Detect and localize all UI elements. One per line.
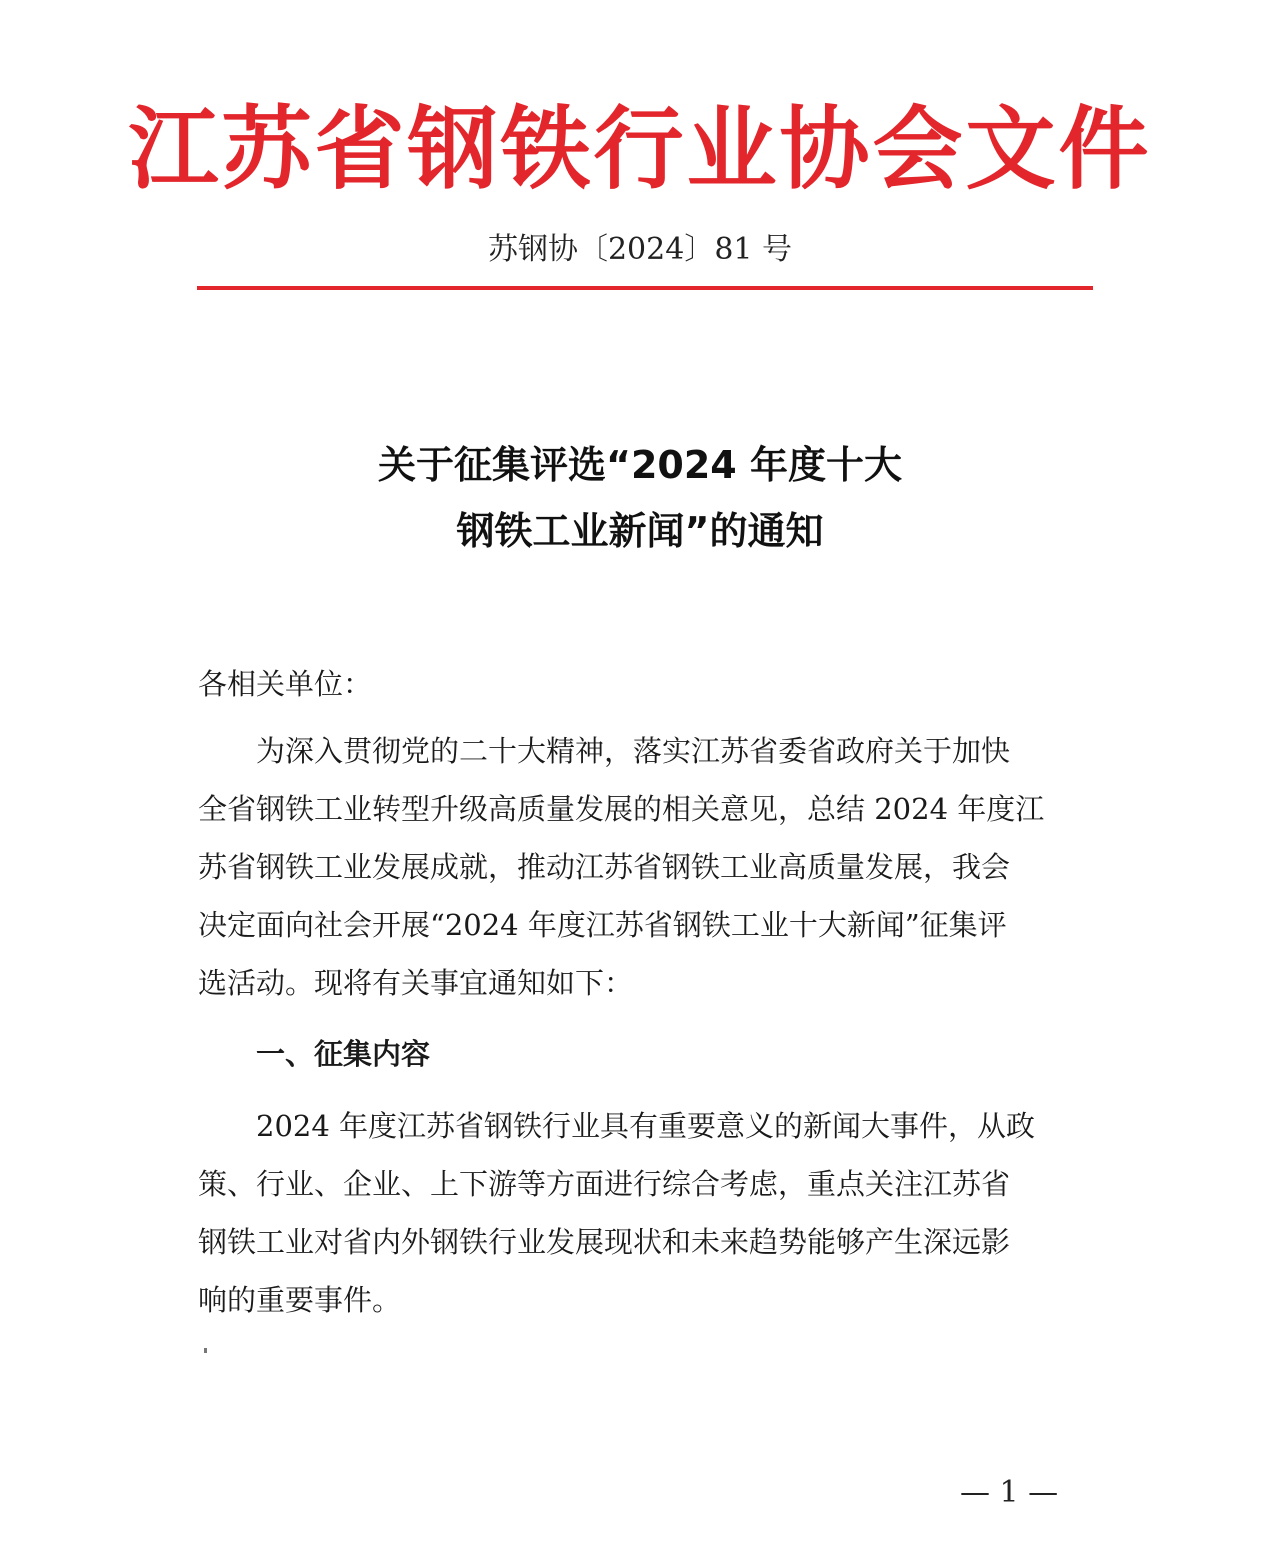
paragraph-line: 策、行业、企业、上下游等方面进行综合考虑，重点关注江苏省 (198, 1167, 1011, 1201)
notice-title-line-1: 关于征集评选“2024 年度十大 (378, 443, 902, 487)
scan-speck (204, 1348, 207, 1353)
paragraph-line: 决定面向社会开展“2024 年度江苏省钢铁工业十大新闻”征集评 (198, 908, 1007, 942)
paragraph-intro (198, 722, 1094, 1012)
document-number: 苏钢协〔2024〕81 号 (487, 232, 793, 267)
red-divider-line (197, 286, 1093, 290)
paragraph-line: 苏省钢铁工业发展成就，推动江苏省钢铁工业高质量发展，我会 (198, 850, 1011, 884)
paragraph-line: 2024 年度江苏省钢铁行业具有重要意义的新闻大事件，从政 (256, 1109, 1036, 1143)
masthead-title: 江苏省钢铁行业协会文件 (128, 97, 1152, 202)
page-number: — 1 — (960, 1475, 1059, 1510)
notice-title (0, 432, 1280, 564)
paragraph-line: 响的重要事件。 (198, 1283, 402, 1317)
salutation: 各相关单位： (198, 667, 373, 701)
paragraph-line: 全省钢铁工业转型升级高质量发展的相关意见，总结 2024 年度江 (198, 792, 1045, 826)
section-heading-collection-content: 一、征集内容 (256, 1037, 431, 1071)
paragraph-collection-content (198, 1097, 1094, 1329)
paragraph-line: 选活动。现将有关事宜通知如下： (198, 966, 634, 1000)
paragraph-line: 为深入贯彻党的二十大精神，落实江苏省委省政府关于加快 (256, 734, 1011, 768)
notice-title-line-2: 钢铁工业新闻”的通知 (456, 509, 824, 553)
paragraph-line: 钢铁工业对省内外钢铁行业发展现状和未来趋势能够产生深远影 (198, 1225, 1011, 1259)
